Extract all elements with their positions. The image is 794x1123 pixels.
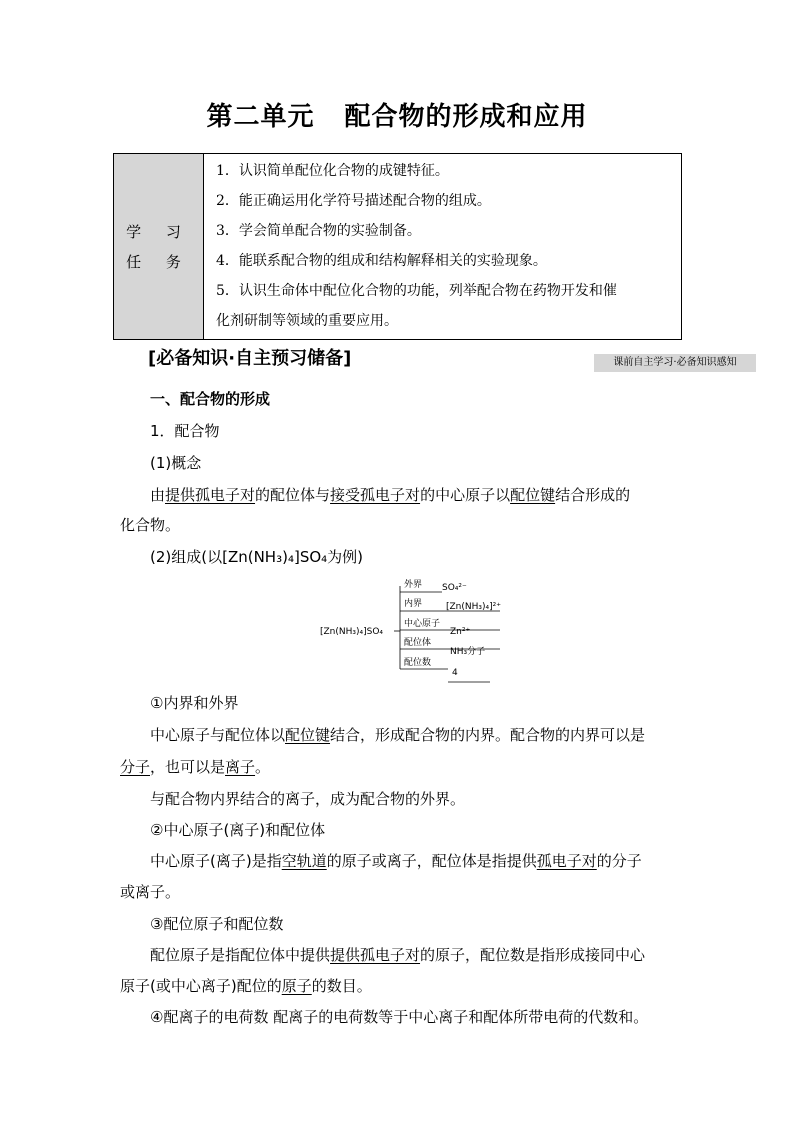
p2-line-2: 或离子。: [120, 883, 181, 901]
underlined-term: 孤电子对: [536, 852, 597, 870]
task-label-line2: 任 务: [126, 252, 191, 271]
p1-line-3: 与配合物内界结合的离子，成为配合物的外界。: [150, 790, 466, 808]
text: 的原子，配位数是指形成接同中心: [420, 946, 646, 964]
title-part2: 配合物的形成和应用: [344, 102, 588, 132]
diagram-compound: [Zn(NH₃)₄]SO₄: [320, 627, 384, 637]
diagram-label: 内界: [404, 599, 423, 609]
diagram-value: SO₄²⁻: [442, 583, 467, 593]
text: 。: [255, 758, 271, 776]
text: 原子(或中心离子)配位的: [120, 977, 282, 995]
subheading-concept: (1)概念: [150, 454, 202, 472]
heading-2: 1．配合物: [150, 422, 220, 440]
underlined-term: 离子: [225, 758, 256, 776]
section-tag: 课前自主学习·必备知识感知: [594, 354, 756, 372]
diagram-label: 配位体: [404, 638, 432, 648]
diagram-row-inner: [400, 597, 501, 612]
diagram-value: [Zn(NH₃)₄]²⁺: [446, 602, 501, 612]
subheading-composition: (2)组成(以[Zn(NH₃)₄]SO₄为例): [150, 548, 364, 566]
diagram-row-ligand: [400, 636, 500, 657]
underlined-term: 配位键: [510, 486, 556, 504]
underlined-term: 提供孤电子对: [165, 486, 256, 504]
text: 由: [150, 486, 166, 504]
text: 的中心原子以: [420, 486, 511, 504]
section-header: [必备知识·自主预习储备]: [148, 348, 352, 369]
task-item: 化剂研制等领域的重要应用。: [216, 313, 398, 329]
p3-line-2: [120, 975, 680, 996]
underlined-term: 接受孤电子对: [330, 486, 421, 504]
heading-1: 一、配合物的形成: [150, 390, 271, 408]
underlined-term: 配位键: [285, 726, 331, 744]
concept-line-1: [120, 484, 710, 505]
task-item: 1．认识简单配位化合物的成键特征。: [216, 163, 449, 179]
diagram-label: 外界: [404, 580, 423, 590]
diagram-label: 中心原子: [404, 619, 441, 629]
p4-line: ④配离子的电荷数 配离子的电荷数等于中心离子和配体所带电荷的代数和。: [150, 1008, 649, 1026]
diagram-label: 配位数: [404, 658, 432, 668]
p1-line-1: [120, 724, 710, 745]
text: 结合，形成配合物的内界。配合物的内界可以是: [330, 726, 646, 744]
text: 中心原子(离子)是指: [150, 852, 282, 870]
task-item: 2．能正确运用化学符号描述配合物的组成。: [216, 193, 491, 209]
p3-line-1: [120, 944, 710, 965]
diagram-row-center: [400, 617, 500, 637]
underlined-term: 原子: [281, 977, 312, 995]
text: 结合形成的: [555, 486, 631, 504]
diagram-value: NH₃分子: [450, 647, 486, 657]
diagram-value: Zn²⁺: [450, 627, 471, 637]
underlined-term: 空轨道: [281, 852, 327, 870]
task-item: 3．学会简单配合物的实验制备。: [216, 223, 421, 239]
text: 中心原子与配位体以: [150, 726, 286, 744]
text: 的数目。: [311, 977, 372, 995]
text: 的分子: [596, 852, 642, 870]
diagram-value: 4: [452, 668, 458, 678]
text: 配位原子是指配位体中提供: [150, 946, 331, 964]
underlined-term: 分子: [120, 758, 151, 776]
task-item: 5．认识生命体中配位化合物的功能，列举配合物在药物开发和催: [216, 283, 617, 299]
concept-line-2: 化合物。: [120, 516, 181, 534]
learning-task-box: [113, 153, 682, 340]
text: ，也可以是: [150, 758, 226, 776]
task-item: 4．能联系配合物的组成和结构解释相关的实验现象。: [216, 253, 547, 269]
p2-heading: ②中心原子(离子)和配位体: [150, 821, 326, 839]
diagram-row-outer: [400, 578, 467, 593]
text: 的原子或离子，配位体是指提供: [326, 852, 537, 870]
composition-diagram: [318, 574, 518, 686]
p2-line-1: [120, 850, 710, 871]
text: 的配位体与: [255, 486, 331, 504]
underlined-term: 提供孤电子对: [330, 946, 421, 964]
diagram-row-number: [400, 656, 490, 682]
task-label-line1: 学 习: [126, 222, 191, 241]
p1-line-2: [120, 756, 680, 777]
p3-heading: ③配位原子和配位数: [150, 915, 284, 933]
page-title: [0, 96, 794, 133]
p1-heading: ①内界和外界: [150, 694, 239, 712]
title-part1: 第二单元: [206, 102, 315, 132]
task-items: [204, 154, 682, 340]
task-label: [114, 154, 204, 340]
